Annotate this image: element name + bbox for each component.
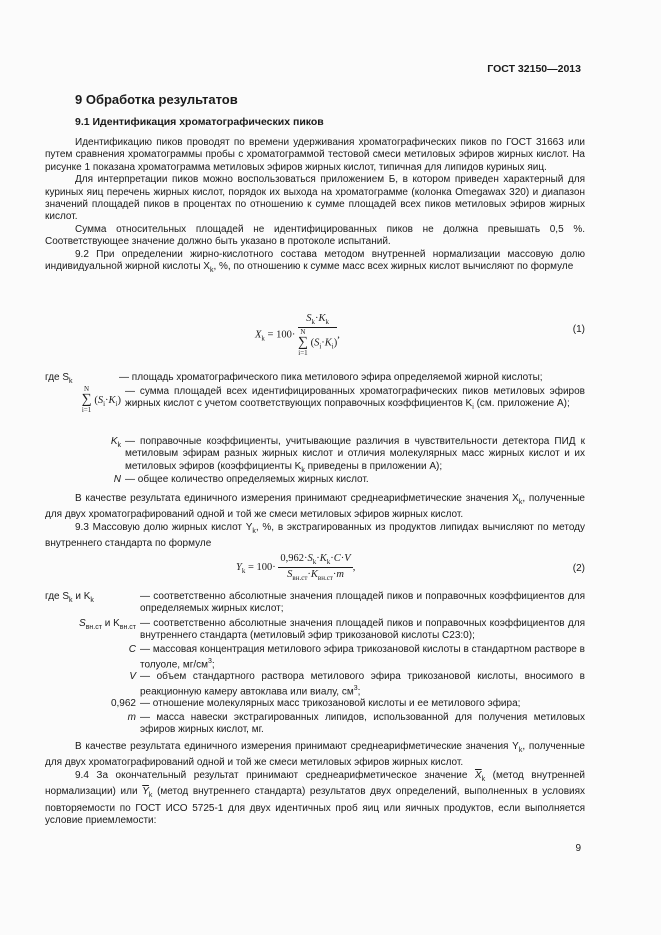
paragraph-result-x: В качестве результата единичного измерения принимают среднеарифметические значения $X_k$, полученные для двух хроматографирований одной и той же смеси метиловых эфиров жирных кислот.	[45, 493, 585, 521]
paragraph-block-1	[45, 137, 585, 277]
paragraph-9-2: 9.2 При определении жирно-кислотного состава методом внутренней нормализации массовую долю индивидуальной жирной кислоты $X_k$, %, по отношению к сумме масс всех жирных кислот вычисляют по формуле	[45, 248, 585, 275]
page-number: 9	[575, 843, 581, 854]
subsection-title: 9.1 Идентификация хроматографических пиков	[75, 116, 324, 128]
formula-2-number: (2)	[572, 563, 585, 574]
definition-0962: 0,962 — отношение молекулярных масс трикозановой кислоты и ее метилового эфира;	[110, 698, 521, 709]
paragraph-interpretation: Для интерпретации пиков можно воспользоваться приложением Б, в котором приведен характерный для куриных яиц перечень жирных кислот, порядок их выхода на хроматограмме (колонка Omegawax 320) и диапазон значений площадей пиков в процентах по отношению к сумме площадей всех пиков метиловых эфиров жирных кислот.	[45, 174, 585, 223]
paragraph-identification: Идентификацию пиков проводят по времени удерживания хроматографических пиков по ГОСТ 31663 или путем сравнения хроматограммы пробы с хроматограммой тестовой смеси метиловых эфиров жирных кислот. На рисунке 1 показана хроматограмма метиловых эфиров жирных кислот, типичная для липидов куриных яиц.	[45, 137, 585, 173]
standard-header: ГОСТ 32150—2013	[487, 63, 581, 75]
formula-2: $Y_k = 100\cdot$ $\frac{0,962\cdot S_k\cdot K_k\cdot C\cdot V}{S_{вн.ст}\cdot K_{вн.ст}\cdot m}$ ,	[236, 553, 356, 583]
formula-1: $X_k = 100\cdot$ $S_k\cdot K_k$ N ∑ i=1 $(S_i\cdot K_i)$ ,	[255, 313, 340, 358]
definition-s-vn-st: $S_{вн.ст}$ и $K_{вн.ст}$ — соответственно абсолютные значения площадей пиков и поправочных коэффициентов для внутреннего стандарта (метиловый эфир трикозановой кислоты C23:0);	[79, 618, 585, 642]
section-title: 9 Обработка результатов	[75, 92, 238, 107]
paragraph-9-3: 9.3 Массовую долю жирных кислот $Y_k$, %, в экстрагированных из продуктов липидах вычисляют по методу внутреннего стандарта по формуле	[45, 521, 586, 550]
definition-c: C — массовая концентрация метилового эфира трикозановой кислоты в стандартном растворе в толуоле, $мг/см^3$;	[128, 644, 585, 671]
definition-v: V — объем стандартного раствора метилового эфира трикозановой кислоты, вносимого в реакционную камеру автоклава или виалу, $см^3$;	[129, 671, 585, 698]
paragraph-block-3	[45, 741, 585, 827]
paragraph-result-y: В качестве результата единичного измерения принимают среднеарифметические значения $Y_k$, полученные для двух хроматографирований одной и той же смеси метиловых эфиров жирных кислот.	[45, 741, 585, 769]
definition-k-k: $K_k$ — поправочные коэффициенты, учитывающие различия в чувствительности детектора ПИД к метиловым эфирам разных жирных кислот и отличия молекулярных масс жирных кислот и их метиловых эфиров (коэффициенты $K_k$ приведены в приложении А);	[110, 436, 585, 474]
definition-sum: N ∑ i=1 $(S_i\cdot K_i)$ — сумма площадей всех идентифицированных хроматографических пиков метиловых эфиров жирных кислот с учетом соответствующих поправочных коэффициентов $K_i$ (см. приложение А);	[81, 385, 585, 414]
definition-m: m — масса навески экстрагированных липидов, использованной для получения метиловых эфиров жирных кислот, мг.	[127, 712, 585, 736]
paragraph-9-4: 9.4 За окончательный результат принимают среднеарифметическое значение $\overline{X}_k$ (метод внутренней нормализации) или $\overline{Y}_k$ (метод внутреннего стандарта) результатов двух определений, выполненных в условиях повторяемости по ГОСТ ИСО 5725-1 для двух идентичных проб яиц или яичных продуктов, если выполняется условие приемлемости:	[45, 769, 586, 827]
definition-n: N — общее количество определяемых жирных кислот.	[113, 474, 369, 485]
paragraph-unidentified: Сумма относительных площадей не идентифицированных пиков не должна превышать 0,5 %. Соответствующее значение должно быть указано в протоколе испытаний.	[45, 223, 585, 248]
definition-s-k: где $S_k$ — площадь хроматографического пика метилового эфира определяемой жирной кислоты;	[45, 372, 543, 385]
definition-sk-kk: где $S_k$ и $K_k$ — соответственно абсолютные значения площадей пиков и поправочных коэффициентов для определяемых жирных кислот;	[45, 591, 585, 615]
formula-1-number: (1)	[572, 324, 585, 335]
paragraph-block-2	[45, 493, 585, 551]
